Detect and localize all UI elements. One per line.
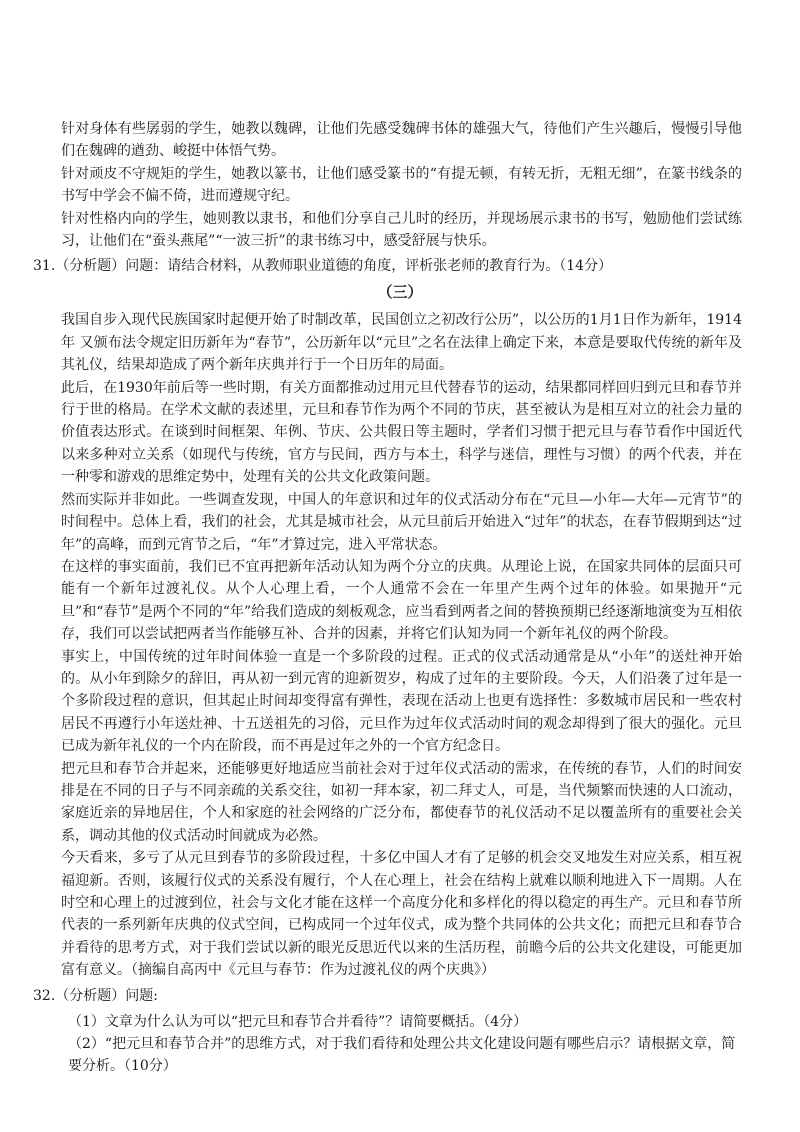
article-paragraph-5: 事实上，中国传统的过年时间体验一直是一个多阶段的过程。正式的仪式活动通常是从“小年”的送灶神开始的。从小年到除夕的辞旧，再从初一到元宵的迎新贺岁，构成了过年的主要阶段。今天，人们沿袭了过年是一个多阶段过程的意识，但其起止时间却变得富有弹性，表现在活动上也更有选择性：多数城市居民和一些农村居民不再遵行小年送灶神、十五送祖先的习俗，元旦作为过年仪式活动时间的观念却得到了很大的强化。元旦已成为新年礼仪的一个内在阶段，而不再是过年之外的一个官方纪念日。 [61, 648, 742, 755]
question-32-item-1: （1）文章为什么认为可以“把元旦和春节合并看待”？请简要概括。（4分） [68, 1013, 528, 1030]
article-paragraph-6: 把元旦和春节合并起来，还能够更好地适应当前社会对于过年仪式活动的需求，在传统的春节，人们的时间安排是在不同的日子与不同亲疏的关系交往，如初一拜本家，初二拜丈人，可是，当代频繁而快速的人口流动，家庭近亲的异地居住，个人和家庭的社会网络的广泛分布，都使春节的礼仪活动不足以覆盖所有的重要社会关系，调动其他的仪式活动时间就成为必然。 [61, 760, 742, 844]
article-paragraph-2: 此后，在1930年前后等一些时期，有关方面都推动过用元旦代替春节的运动，结果都同样回归到元旦和春节并行于世的格局。在学术文献的表述里，元旦和春节作为两个不同的节庆，甚至被认为是相互对立的社会力量的价值表达形式。在谈到时间框架、年例、节庆、公共假日等主题时，学者们习惯于把元旦与春节看作中国近代以来多种对立关系（如现代与传统，官方与民间，西方与本土，科学与迷信，理性与习惯）的两个代表，并在一种零和游戏的思维定势中，处理有关的公共文化政策问题。 [61, 379, 742, 486]
section-title: （三） [377, 283, 423, 302]
article-paragraph-1: 我国自步入现代民族国家时起便开始了时制改革，民国创立之初改行公历”，以公历的1月1日作为新年，1914年 又颁布法令规定旧历新年为“春节”，公历新年以“元旦”之名在法律上确定下来，本意是要取代传统的新年及其礼仪，结果却造成了两个新年庆典并行于一个日历年的局面。 [61, 312, 742, 374]
intro-paragraph-3: 针对性格内向的学生，她则教以隶书，和他们分享自己儿时的经历，并现场展示隶书的书写，勉励他们尝试练习，让他们在“蚕头燕尾”“一波三折”的隶书练习中，感受舒展与快乐。 [61, 210, 742, 250]
intro-paragraph-2: 针对顽皮不守规矩的学生，她教以篆书，让他们感受篆书的“有提无顿，有转无折，无粗无细”，在篆书线条的书写中学会不偏不倚，进而遵规守纪。 [61, 165, 742, 205]
article-paragraph-7: 今天看来，多亏了从元旦到春节的多阶段过程，十多亿中国人才有了足够的机会交叉地发生对应关系，相互祝福迎新。否则，该履行仪式的关系没有履行，个人在心理上，社会在结构上就难以顺利地进入下一周期。人在时空和心理上的过渡到位，社会与文化才能在这样一个高度分化和多样化的得以稳定的再生产。元旦和春节所代表的一系列新年庆典的仪式空间，已构成同一个过年仪式，成为整个共同体的公共文化；而把元旦和春节合并看待的思考方式，对于我们尝试以新的眼光反思近代以来的生活历程，前瞻今后的公共文化建设，可能更加富有意义。（摘编自高丙中《元旦与春节：作为过渡礼仪的两个庆典》） [61, 850, 742, 979]
question-32-item-2: （2）“把元旦和春节合并”的思维方式，对于我们看待和处理公共文化建设问题有哪些启示？请根据文章，简要分析。（10分） [68, 1036, 736, 1075]
intro-paragraph-1: 针对身体有些孱弱的学生，她教以魏碑，让他们先感受魏碑书体的雄强大气，待他们产生兴趣后，慢慢引导他们在魏碑的遒劲、峻挺中体悟气势。 [61, 121, 742, 160]
question-32-stem: 32.（分析题）问题: [33, 987, 158, 1004]
article-paragraph-4: 在这样的事实面前，我们已不宜再把新年活动认知为两个分立的庆典。从理论上说，在国家共同体的层面只可能有一个新年过渡礼仪。从个人心理上看，一个人通常不会在一年里产生两个过年的体验。如果抛开“元旦”和“春节”是两个不同的“年”给我们造成的刻板观念，应当看到两者之间的替换预期已经逐渐地演变为互相依存，我们可以尝试把两者当作能够互补、合并的因素，并将它们认知为同一个新年礼仪的两个阶段。 [61, 558, 742, 643]
article-paragraph-3: 然而实际并非如此。一些调查发现，中国人的年意识和过年的仪式活动分布在“元旦—小年—大年—元宵节”的时间程中。总体上看，我们的社会，尤其是城市社会，从元旦前后开始进入“过年”的状态，在春节假期到达“过年”的高峰，而到元宵节之后，“年”才算过完，进入平常状态。 [61, 491, 742, 553]
question-31: 31.（分析题）问题：请结合材料，从教师职业道德的角度，评析张老师的教育行为。（14分） [33, 258, 613, 275]
